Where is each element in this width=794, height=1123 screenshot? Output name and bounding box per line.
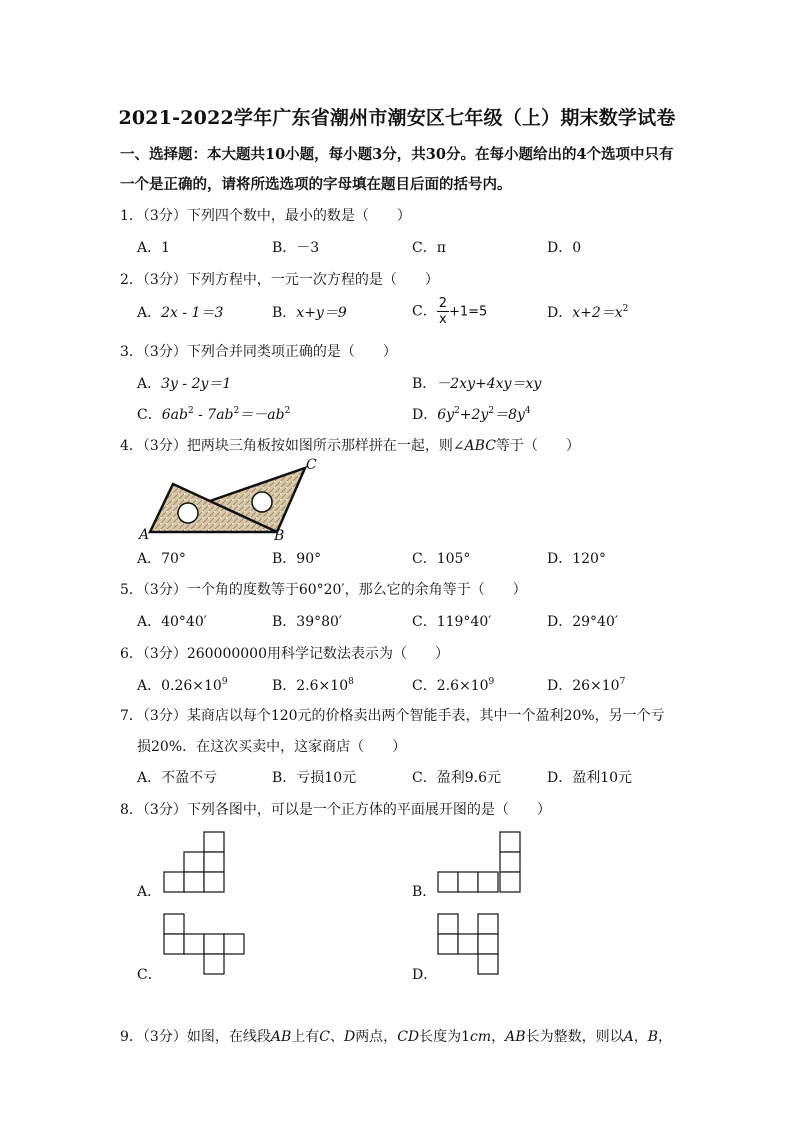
page-title: 2021-2022学年广东省潮州市潮安区七年级（上）期末数学试卷 [118,107,676,129]
section-heading-line1: 一、选择题：本大题共10小题，每小题3分，共30分。在每小题给出的4个选项中只有 [120,146,674,163]
q7-option-d[interactable]: D．盈利10元 [547,770,633,786]
q8-option-d[interactable]: D． [412,967,438,983]
q4-option-b[interactable]: B．90° [272,551,322,567]
q4-option-c[interactable]: C．105° [412,551,471,567]
q1-option-b[interactable]: B．－3 [272,240,320,256]
q6-option-d[interactable]: D．$26\times 10^7$ [547,677,626,694]
label-point-a: A [139,527,150,543]
q3-option-d[interactable]: D．$6y^2+2y^2=8y^4$ [412,406,531,423]
q8-option-a[interactable]: A． [137,884,162,900]
section-heading-line2: 一个是正确的，请将所选选项的字母填在题目后面的括号内。 [120,176,512,193]
q5-option-a[interactable]: A．40°40′ [137,614,207,630]
q6-option-a[interactable]: A．$0.26\times 10^9$ [137,677,228,694]
q2-option-a[interactable]: A．2x - 1＝3 [137,305,224,321]
question-2: 2．（3分）下列方程中，一元一次方程的是（ ） [120,272,439,288]
q5-option-c[interactable]: C．119°40′ [412,614,492,630]
cube-net-c[interactable] [160,912,250,978]
hole-circle-left [178,503,198,523]
q2-option-b[interactable]: B．x+y＝9 [272,305,347,321]
question-9: 9．（3分）如图，在线段AB上有C、D两点，CD长度为1cm，AB长为整数，则以A，B， [120,1029,672,1045]
q5-option-d[interactable]: D．29°40′ [547,614,619,630]
question-8: 8．（3分）下列各图中，可以是一个正方体的平面展开图的是（ ） [120,802,551,818]
hole-circle-right [252,492,272,512]
question-4: 4．（3分）把两块三角板按如图所示那样拼在一起，则∠ABC等于（ ） [120,438,580,454]
q7-option-a[interactable]: A．不盈不亏 [137,770,218,786]
q3-option-b[interactable]: B．－2xy+4xy＝xy [412,376,542,392]
label-point-b: B [274,528,285,544]
q4-option-d[interactable]: D．120° [547,551,606,567]
q1-option-a[interactable]: A．1 [137,240,171,256]
q1-option-d[interactable]: D．0 [547,240,582,256]
q7-option-c[interactable]: C．盈利9.6元 [412,770,501,786]
q1-option-c[interactable]: C．π [412,240,446,256]
question-7-line2: 损20%．在这次买卖中，这家商店（ ） [137,739,407,755]
question-5: 5．（3分）一个角的度数等于60°20′，那么它的余角等于（ ） [120,582,527,598]
q8-option-c[interactable]: C． [137,967,162,983]
triangle-figure [135,456,325,546]
q6-option-c[interactable]: C．$2.6\times 10^9$ [412,677,495,694]
label-point-c: C [306,457,317,473]
cube-net-d[interactable] [434,912,504,978]
q4-option-a[interactable]: A．70° [137,551,186,567]
q8-option-b[interactable]: B． [412,884,437,900]
q2-option-c[interactable]: C． $\frac{2}{x}$ +1=5 [412,296,488,327]
question-6: 6．（3分）260000000用科学记数法表示为（ ） [120,646,449,662]
question-3: 3．（3分）下列合并同类项正确的是（ ） [120,344,397,360]
question-1: 1．（3分）下列四个数中，最小的数是（ ） [120,208,411,224]
cube-net-a[interactable] [160,830,230,896]
q3-option-a[interactable]: A．3y - 2y＝1 [137,376,232,392]
q6-option-b[interactable]: B．$2.6\times 10^8$ [272,677,354,694]
section-heading [120,140,690,200]
question-7-line1: 7．（3分）某商店以每个120元的价格卖出两个智能手表，其中一个盈利20%，另一个亏 [120,708,665,724]
cube-net-b[interactable] [434,830,526,896]
q7-option-b[interactable]: B．亏损10元 [272,770,357,786]
q2-option-d[interactable]: D．$x+2=x^2$ [547,304,629,321]
q5-option-b[interactable]: B．39°80′ [272,614,343,630]
q3-option-c[interactable]: C．$6ab^2 - 7ab^2=-ab^2$ [137,406,291,423]
fraction: $\frac{2}{x}$ [438,296,447,327]
